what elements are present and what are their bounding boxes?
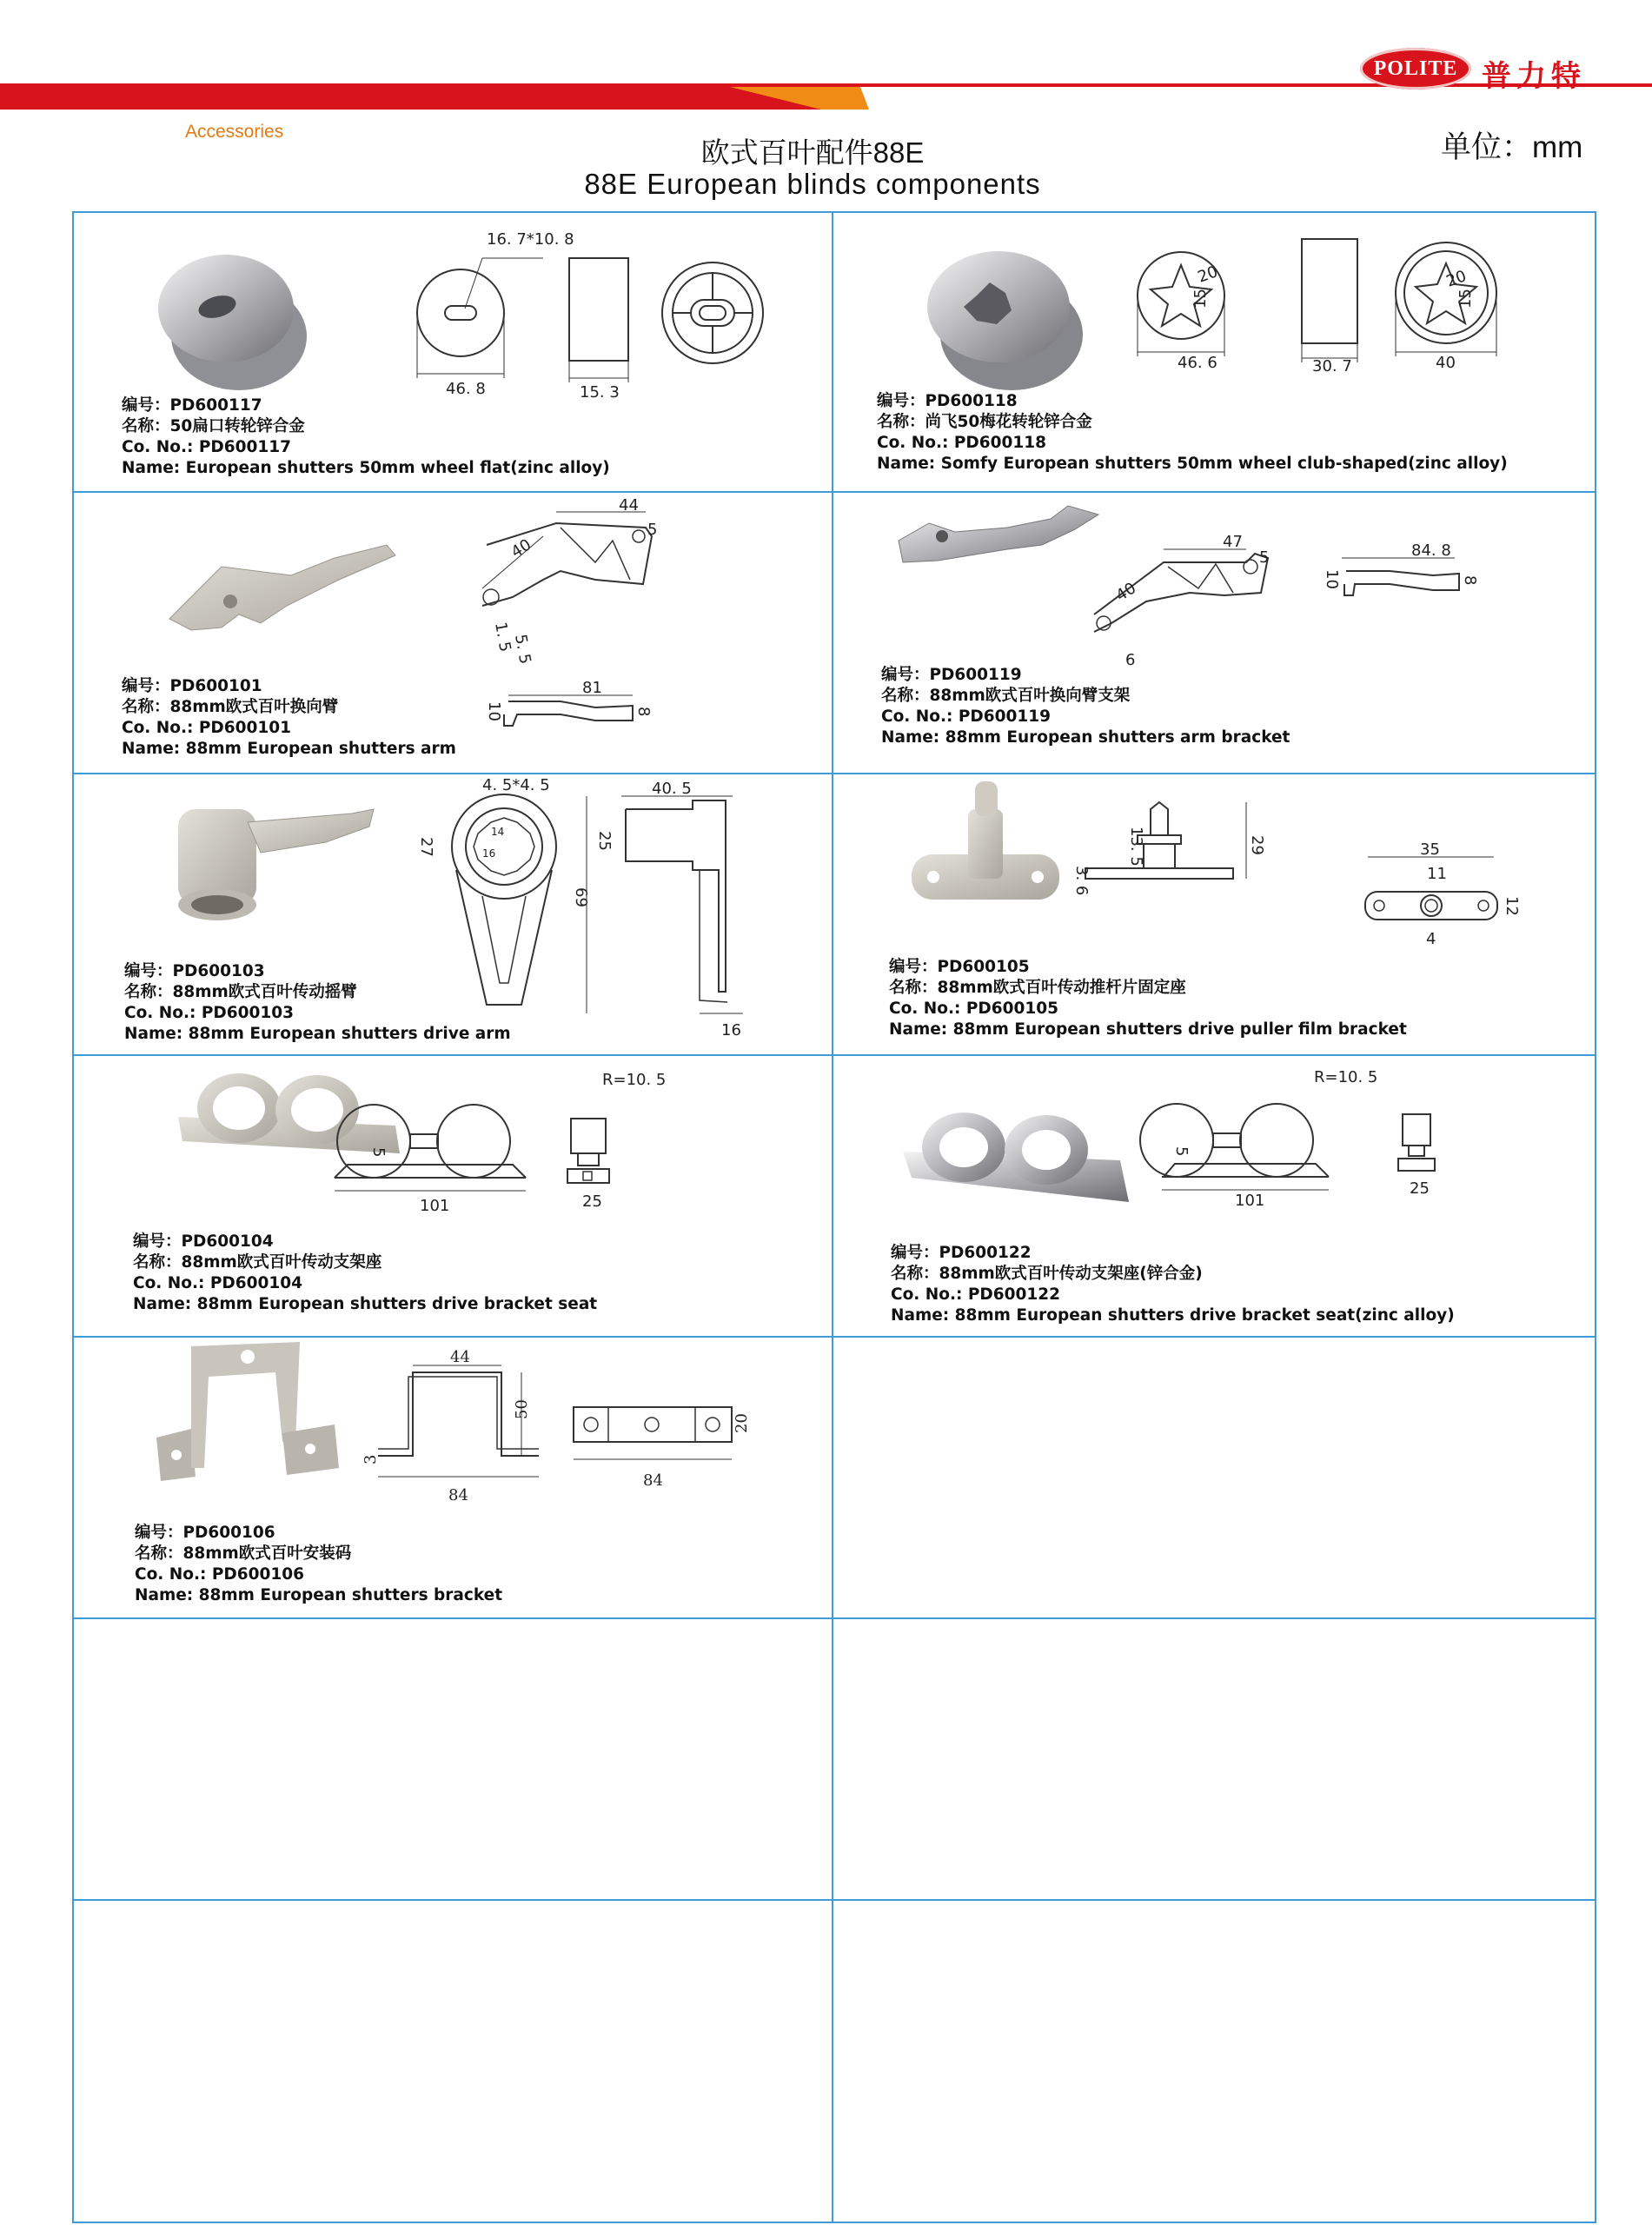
- product-co-no: Co. No.: PD600106: [135, 1565, 304, 1584]
- dimension-label: 25: [582, 1192, 602, 1211]
- product-card: [833, 774, 1592, 1054]
- product-name-en: Name: 88mm European shutters drive bracket seat(zinc alloy): [891, 1306, 1455, 1325]
- product-name-en: Name: 88mm European shutters arm: [122, 740, 456, 758]
- dimension-label: 4: [1426, 930, 1436, 948]
- grid-divider: [72, 1617, 1596, 1619]
- product-code: 编号：PD600104: [133, 1232, 274, 1251]
- dimension-label: R=10. 5: [602, 1071, 667, 1089]
- product-name-cn: 名称：尚飞50梅花转轮锌合金: [877, 413, 1092, 431]
- product-name-cn: 名称：50扁口转轮锌合金: [122, 417, 305, 435]
- dimension-label: 40: [508, 535, 535, 562]
- brand-logo: POLITE: [1360, 48, 1471, 90]
- dimension-label: 44: [619, 496, 639, 515]
- product-info: [877, 391, 1508, 475]
- product-code: 编号：PD600101: [122, 677, 262, 695]
- dimension-label: 81: [582, 679, 602, 697]
- product-co-no: Co. No.: PD600103: [124, 1004, 294, 1022]
- product-co-no: Co. No.: PD600104: [133, 1274, 302, 1292]
- dimension-label: 14: [491, 826, 505, 838]
- product-info: [122, 395, 610, 479]
- dimension-label: 29: [1248, 835, 1266, 855]
- unit-label: 单位：mm: [1441, 130, 1583, 164]
- product-code: 编号：PD600117: [122, 396, 262, 415]
- product-card: [74, 1338, 833, 1617]
- dimension-label: 4. 5*4. 5: [482, 776, 550, 794]
- product-name-en: Name: 88mm European shutters arm bracket: [881, 728, 1290, 747]
- product-name-en: Name: 88mm European shutters drive bracket seat: [133, 1295, 598, 1313]
- product-info: [124, 961, 511, 1045]
- page-title-en: 88E European blinds components: [584, 168, 1041, 200]
- product-co-no: Co. No.: PD600118: [877, 434, 1046, 452]
- product-name-en: Name: European shutters 50mm wheel flat(zinc alloy): [122, 459, 610, 477]
- dimension-label: 3. 6: [1072, 866, 1091, 896]
- dimension-label: 13. 5: [1127, 827, 1145, 867]
- dimension-label: 15: [1456, 289, 1475, 309]
- product-name-en: Name: 88mm European shutters drive puller film bracket: [889, 1020, 1407, 1039]
- product-co-no: Co. No.: PD600105: [889, 1000, 1058, 1018]
- product-card: [833, 1056, 1592, 1336]
- dimension-label: 16. 7*10. 8: [487, 230, 574, 249]
- dimension-label: 20: [733, 1413, 751, 1433]
- product-co-no: Co. No.: PD600117: [122, 438, 291, 456]
- dimension-label: 15. 3: [580, 383, 620, 402]
- product-code: 编号：PD600103: [124, 962, 265, 980]
- dimension-label: 40: [1436, 354, 1456, 372]
- product-name-en: Name: 88mm European shutters bracket: [135, 1586, 503, 1604]
- dimension-label: 6: [1125, 651, 1136, 669]
- dimension-label: 35: [1420, 840, 1440, 859]
- dimension-label: 11: [1427, 865, 1447, 883]
- dimension-label: 44: [450, 1348, 470, 1366]
- product-name-cn: 名称：88mm欧式百叶传动支架座: [133, 1253, 382, 1272]
- product-name-en: Name: Somfy European shutters 50mm wheel club-shaped(zinc alloy): [877, 455, 1508, 473]
- product-info: [122, 676, 456, 760]
- product-info: [881, 665, 1290, 748]
- product-code: 编号：PD600106: [135, 1524, 275, 1542]
- section-label: Accessories: [185, 122, 284, 142]
- dimension-label: 40: [1112, 579, 1140, 606]
- dimension-label: 25: [595, 831, 614, 851]
- product-name-cn: 名称：88mm欧式百叶传动摇臂: [124, 983, 357, 1001]
- product-info: [135, 1523, 502, 1606]
- dimension-label: 46. 6: [1178, 354, 1217, 372]
- product-name-cn: 名称：88mm欧式百叶换向臂: [122, 698, 339, 716]
- dimension-label: 16: [482, 847, 496, 860]
- dimension-label: 101: [420, 1197, 450, 1215]
- dimension-label: 30. 7: [1312, 357, 1352, 375]
- product-info: [133, 1232, 597, 1315]
- product-code: 编号：PD600118: [877, 392, 1018, 410]
- dimension-label: 1. 5: [491, 621, 514, 654]
- dimension-label: 10: [485, 701, 503, 721]
- product-co-no: Co. No.: PD600122: [891, 1285, 1060, 1304]
- product-card: [833, 213, 1592, 493]
- product-card: [74, 493, 833, 773]
- dimension-label: 84: [643, 1471, 663, 1490]
- dimension-label: 27: [417, 837, 435, 857]
- dimension-label: 101: [1235, 1192, 1265, 1210]
- brand-name-cn: 普力特: [1482, 59, 1586, 94]
- dimension-label: 84. 8: [1411, 541, 1451, 560]
- dimension-label: 5: [369, 1147, 388, 1158]
- dimension-label: 8: [1461, 575, 1479, 586]
- dimension-label: 5: [1172, 1146, 1191, 1157]
- dimension-label: 5. 5: [511, 633, 534, 666]
- product-info: [889, 957, 1407, 1040]
- product-card: [74, 1056, 833, 1336]
- dimension-label: 8: [634, 707, 653, 717]
- dimension-label: 12: [1503, 896, 1521, 916]
- product-name-cn: 名称：88mm欧式百叶传动支架座(锌合金): [891, 1265, 1203, 1283]
- dimension-label: 50: [513, 1399, 531, 1419]
- dimension-label: 16: [721, 1021, 741, 1039]
- page-title-cn: 欧式百叶配件88E: [700, 136, 925, 169]
- dimension-label: R=10. 5: [1314, 1068, 1378, 1086]
- dimension-label: 25: [1410, 1179, 1430, 1198]
- dimension-label: 5: [1259, 548, 1270, 567]
- product-name-en: Name: 88mm European shutters drive arm: [124, 1025, 511, 1043]
- product-info: [891, 1243, 1455, 1326]
- product-name-cn: 名称：88mm欧式百叶安装码: [135, 1544, 352, 1563]
- product-code: 编号：PD600119: [881, 666, 1022, 684]
- product-code: 编号：PD600122: [891, 1244, 1032, 1262]
- product-code: 编号：PD600105: [889, 958, 1030, 976]
- dimension-label: 10: [1323, 569, 1341, 589]
- product-co-no: Co. No.: PD600119: [881, 707, 1051, 726]
- dimension-label: 20: [1195, 262, 1221, 287]
- product-co-no: Co. No.: PD600101: [122, 719, 291, 737]
- dimension-label: 47: [1223, 533, 1243, 551]
- product-card: [833, 493, 1592, 773]
- dimension-label: 3: [362, 1454, 380, 1465]
- dimension-label: 46. 8: [446, 380, 486, 398]
- dimension-label: 40. 5: [652, 780, 692, 798]
- product-card: [74, 213, 833, 493]
- dimension-label: 5: [647, 521, 658, 539]
- dimension-label: 69: [572, 887, 590, 907]
- dimension-label: 84: [448, 1486, 468, 1504]
- product-name-cn: 名称：88mm欧式百叶传动推杆片固定座: [889, 979, 1186, 997]
- product-name-cn: 名称：88mm欧式百叶换向臂支架: [881, 687, 1131, 705]
- dimension-label: 15: [1191, 289, 1210, 309]
- product-card: [74, 774, 833, 1054]
- dimension-label: 20: [1443, 267, 1470, 291]
- grid-divider: [72, 1899, 1596, 1901]
